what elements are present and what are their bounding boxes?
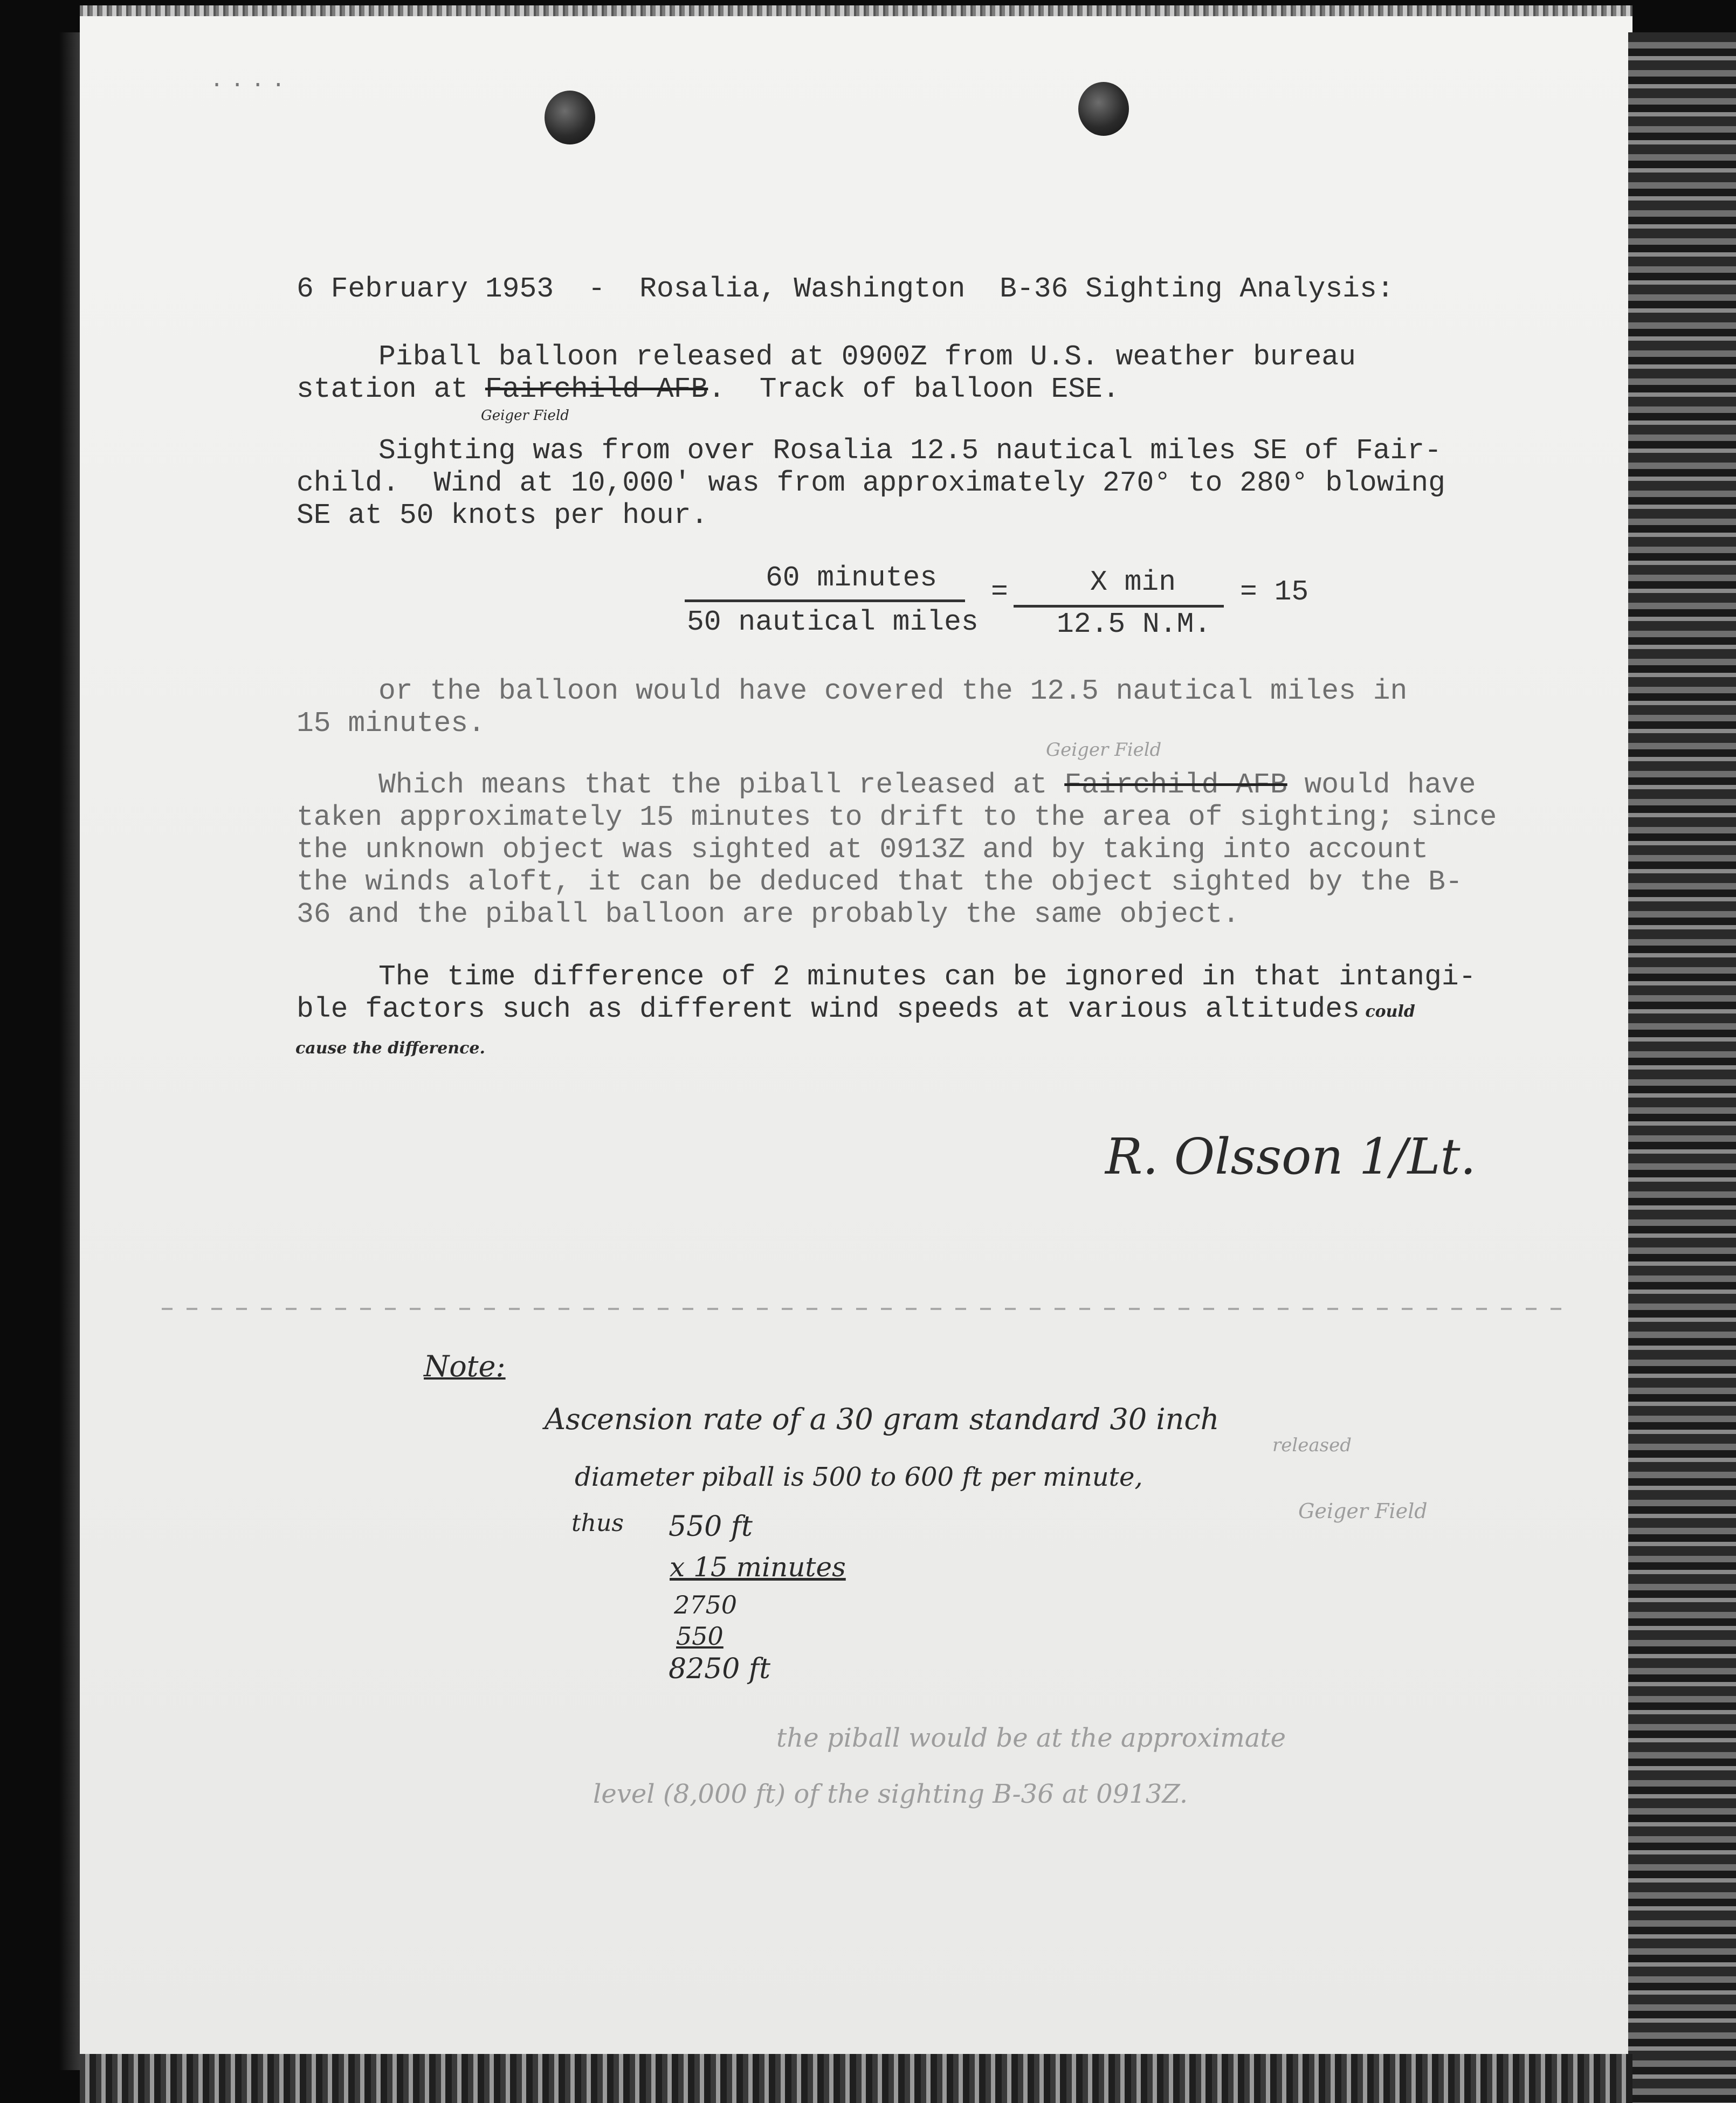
equation-right-numerator: X min [1090,566,1176,598]
note-calc-1: 550 ft [669,1511,753,1543]
scan-left-shadow [59,32,81,2070]
equation-right-denominator: 12.5 N.M. [1057,608,1211,640]
scan-right-edge [1628,32,1736,2103]
note-conclusion-2: level (8,000 ft) of the sighting B-36 at 0913Z. [593,1779,1188,1809]
note-calc-3: 2750 [674,1590,738,1619]
note-conclusion-1: the piball would be at the approximate [776,1723,1286,1753]
paragraph5-hand-line3: cause the difference. [295,1039,485,1058]
note-line3-right: Geiger Field [1298,1499,1428,1523]
equation-equals-1: = [991,576,1008,608]
punch-hole-right [1078,82,1129,136]
heading-location: Rosalia, Washington [639,273,966,305]
heading-date: 6 February 1953 [297,273,554,305]
paragraph5-line2 [297,995,1415,1024]
note-thus: thus [571,1509,624,1537]
heading-dash: - [588,273,605,305]
paragraph1-prefix: station at [297,373,469,405]
paragraph5-hand-continuation: could [1359,1002,1415,1021]
signature: R. Olsson 1/Lt. [1105,1128,1476,1185]
paragraph1-suffix: . Track of balloon ESE. [708,373,1120,405]
scan-dots: .... [210,67,293,92]
punch-hole-left [545,91,595,144]
paragraph4-line2: taken approximately 15 minutes to drift to the area of sighting; since [297,801,1497,833]
paragraph1-line1: Piball balloon released at 0900Z from U.S. weather bureau [378,341,1356,373]
paragraph4-line3: the unknown object was sighted at 0913Z and by taking into account [297,833,1429,866]
note-line2-above: released [1272,1435,1352,1456]
paragraph3-line1: or the balloon would have covered the 12.5 nautical miles in [378,675,1408,707]
equation-result: 15 [1274,576,1309,608]
equation-left-numerator: 60 minutes [766,562,938,594]
paragraph2-line3: SE at 50 knots per hour. [297,499,708,532]
note-line1: Ascension rate of a 30 gram standard 30 inch [545,1402,1220,1436]
equation-left-fraction-line [685,599,965,602]
paragraph1-struck-text: Fairchild AFB [485,373,708,405]
note-line2: diameter piball is 500 to 600 ft per minute, [575,1462,1143,1492]
paragraph4-line1 [378,771,1476,799]
paragraph2-line1: Sighting was from over Rosalia 12.5 nautical miles SE of Fair- [378,435,1442,467]
note-calc-5: 8250 ft [669,1653,771,1685]
document-heading [297,275,1394,304]
paragraph3-line2: 15 minutes. [297,707,485,740]
scan-bottom-edge [80,2054,1632,2103]
equation-right-fraction-line [1014,605,1224,608]
note-calc-4: 550 [676,1622,724,1651]
paragraph4-struck-text: Fairchild AFB [1064,769,1287,801]
section-divider [162,1308,1563,1310]
handwritten-insert-2: Geiger Field [1046,739,1162,761]
handwritten-insert-1: Geiger Field [481,408,569,424]
note-label: Note: [424,1349,506,1383]
paragraph5-line1: The time difference of 2 minutes can be ignored in that intangi- [378,961,1476,993]
paragraph2-line2: child. Wind at 10,000' was from approximately 270° to 280° blowing [297,467,1445,499]
paragraph4-suffix: would have [1287,769,1476,801]
note-calc-2: x 15 minutes [670,1552,846,1583]
heading-subject: B-36 Sighting Analysis: [1000,273,1394,305]
equation-equals-2-sign: = [1240,576,1257,608]
equation-equals-2 [1240,578,1308,606]
paragraph4-prefix: Which means that the piball released at [378,769,1048,801]
equation-left-denominator: 50 nautical miles [687,606,979,638]
paragraph4-line4: the winds aloft, it can be deduced that the object sighted by the B- [297,866,1463,898]
paragraph4-line5: 36 and the piball balloon are probably the same object. [297,898,1240,930]
paragraph1-line2 [297,375,1120,404]
paragraph5-typed: ble factors such as different wind speeds at various altitudes [297,993,1360,1025]
